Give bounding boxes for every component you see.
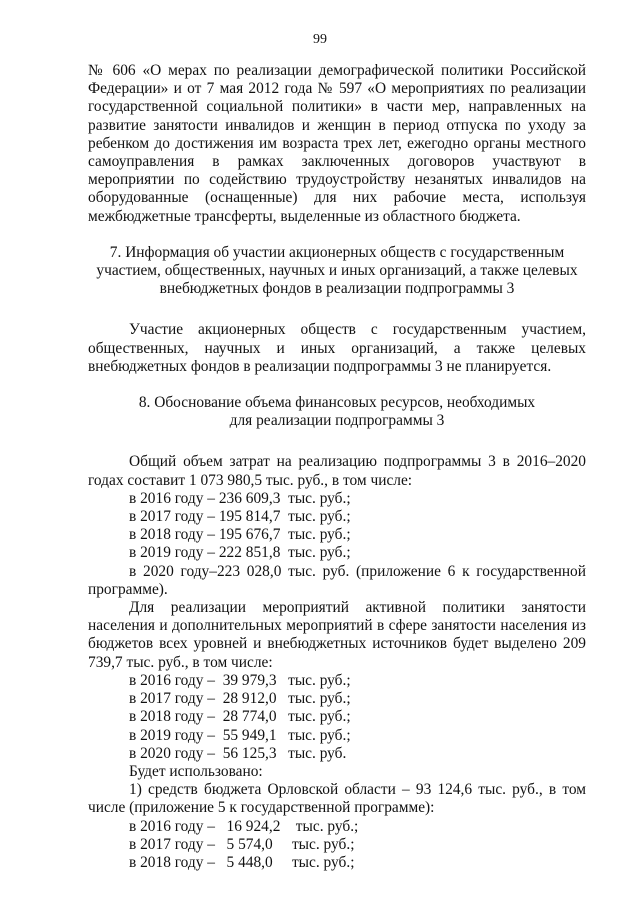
total-cost-2020-item: в 2020 году–223 028,0 тыс. руб. (приложение 6 к государственной программе). bbox=[88, 562, 586, 598]
active-policy-year-item: в 2016 году – 39 979,3 тыс. руб.; bbox=[129, 671, 351, 689]
total-cost-year-item: в 2018 году – 195 676,7 тыс. руб.; bbox=[129, 526, 351, 544]
section8-heading-line: для реализации подпрограммы 3 bbox=[229, 412, 445, 430]
total-cost-year-item: в 2019 году – 222 851,8 тыс. руб.; bbox=[129, 544, 351, 562]
section7-heading-line: участием, общественных, научных и иных организаций, а также целевых bbox=[96, 262, 578, 280]
section7-paragraph: Участие акционерных обществ с государственным участием, общественных, научных и иных организаций, а также целевых внебюджетных фондов в реализации подпрограммы 3 не планируется. bbox=[88, 321, 586, 375]
active-policy-year-item: в 2020 году – 56 125,3 тыс. руб. bbox=[129, 744, 347, 762]
total-cost-year-item: в 2016 году – 236 609,3 тыс. руб.; bbox=[129, 489, 351, 507]
page-content bbox=[88, 62, 586, 872]
active-policy-year-item: в 2019 году – 55 949,1 тыс. руб.; bbox=[129, 726, 351, 744]
total-cost-paragraph: Общий объем затрат на реализацию подпрограммы 3 в 2016–2020 годах составит 1 073 980,5 тыс. руб., в том числе: bbox=[88, 453, 586, 489]
section7-heading-line: внебюджетных фондов в реализации подпрограммы 3 bbox=[159, 280, 515, 298]
oryol-budget-paragraph: 1) средств бюджета Орловской области – 93 124,6 тыс. руб., в том числе (приложение 5 к государственной программе): bbox=[88, 781, 586, 817]
page-number: 99 bbox=[313, 32, 327, 47]
intro-paragraph: № 606 «О мерах по реализации демографической политики Российской Федерации» и от 7 мая 2012 года № 597 «О мероприятиях по реализации государственной социальной политики» в части мер, направленных на развитие занятости инвалидов и женщин в период отпуска по уходу за ребенком до достижения им возраста трех лет, ежегодно органы местного самоуправления в рамках заключенных договоров участвуют в мероприятии по содействию трудоустройству незанятых инвалидов на оборудованные (оснащенные) для них рабочие места, используя межбюджетные трансферты, выделенные из областного бюджета. bbox=[88, 62, 586, 225]
active-policy-year-item: в 2017 году – 28 912,0 тыс. руб.; bbox=[129, 690, 351, 708]
total-cost-year-item: в 2017 году – 195 814,7 тыс. руб.; bbox=[129, 508, 351, 526]
will-be-used-label: Будет использовано: bbox=[129, 762, 263, 780]
oryol-budget-year-item: в 2017 году – 5 574,0 тыс. руб.; bbox=[129, 835, 355, 853]
oryol-budget-year-item: в 2016 году – 16 924,2 тыс. руб.; bbox=[129, 817, 359, 835]
section7-heading-line: 7. Информация об участии акционерных обществ с государственным bbox=[109, 243, 565, 261]
section8-heading-line: 8. Обоснование объема финансовых ресурсов, необходимых bbox=[138, 394, 536, 412]
active-policy-paragraph: Для реализации мероприятий активной политики занятости населения и дополнительных мероприятий в сфере занятости населения из бюджетов всех уровней и внебюджетных источников будет выделено 209 739,7 тыс. руб., в том числе: bbox=[88, 599, 586, 671]
active-policy-year-item: в 2018 году – 28 774,0 тыс. руб.; bbox=[129, 708, 351, 726]
oryol-budget-year-item: в 2018 году – 5 448,0 тыс. руб.; bbox=[129, 853, 355, 871]
